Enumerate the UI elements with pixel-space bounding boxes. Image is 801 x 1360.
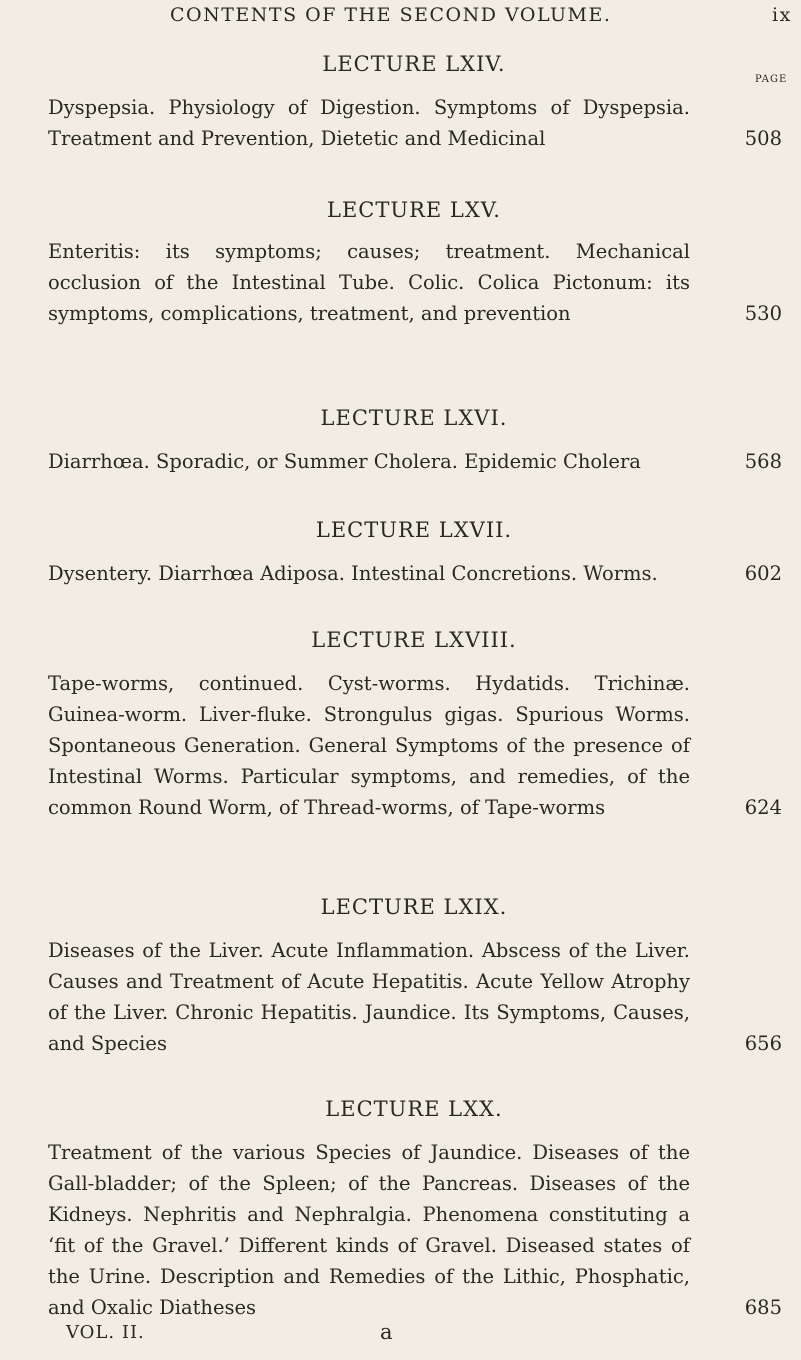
lecture-heading: LECTURE LXV. — [327, 198, 501, 222]
lecture-page-number: 508 — [744, 127, 782, 150]
lecture-page-number: 568 — [744, 450, 782, 473]
page-folio: ix — [772, 4, 792, 26]
lecture-summary: Tape-worms, continued. Cyst-worms. Hydatids. Trichinæ. Guinea-worm. Liver-fluke. Strongulus gigas. Spurious Worms. Spontaneous Generation. General Symptoms of the presence of Intestinal Worms. Particular symptoms, and remedies, of the common Round Worm, of Thread-worms, of Tape-worms — [48, 672, 690, 819]
lecture-heading: LECTURE LXIX. — [320, 895, 508, 919]
lecture-page-number: 530 — [744, 302, 782, 325]
lecture-heading: LECTURE LXX. — [325, 1097, 503, 1121]
lecture-entry-lxix — [48, 895, 782, 1059]
signature-mark: a — [380, 1320, 393, 1344]
lecture-summary: Diseases of the Liver. Acute Inflammation. Abscess of the Liver. Causes and Treatment of Acute Hepatitis. Acute Yellow Atrophy of the Liver. Chronic Hepatitis. Jaundice. Its Symptoms, Causes, and Species — [48, 939, 690, 1055]
lecture-entry-lxx — [48, 1097, 782, 1323]
lecture-entry-lxv — [48, 198, 782, 329]
lecture-summary: Enteritis: its symptoms; causes; treatment. Mechanical occlusion of the Intestinal Tube. Colic. Colica Pictonum: its symptoms, complications, treatment, and prevention — [48, 240, 690, 325]
lecture-heading: LECTURE LXVIII. — [311, 628, 517, 652]
lecture-page-number: 685 — [744, 1296, 782, 1319]
lecture-heading: LECTURE LXVII. — [315, 518, 513, 542]
lecture-entry-lxvii — [48, 518, 782, 589]
lecture-entry-lxviii — [48, 628, 782, 823]
lecture-heading: LECTURE LXIV. — [322, 52, 506, 76]
lecture-summary: Dysentery. Diarrhœa Adiposa. Intestinal Concretions. Worms. — [48, 562, 658, 585]
lecture-page-number: 624 — [744, 796, 782, 819]
lecture-summary: Treatment of the various Species of Jaundice. Diseases of the Gall-bladder; of the Spleen; of the Pancreas. Diseases of the Kidneys. Nephritis and Nephralgia. Phenomena constituting a ‘fit of the Gravel.’ Different kinds of Gravel. Diseased states of the Urine. Description and Remedies of the Lithic, Phosphatic, and Oxalic Diatheses — [48, 1141, 690, 1319]
lecture-summary: Dyspepsia. Physiology of Digestion. Symptoms of Dyspepsia. Treatment and Prevention, Dietetic and Medicinal — [48, 96, 690, 150]
lecture-heading: LECTURE LXVI. — [320, 406, 508, 430]
running-head-title: CONTENTS OF THE SECOND VOLUME. — [170, 4, 612, 26]
lecture-page-number: 656 — [744, 1032, 782, 1055]
lecture-summary: Diarrhœa. Sporadic, or Summer Cholera. Epidemic Cholera — [48, 450, 641, 473]
lecture-page-number: 602 — [744, 562, 782, 585]
page-column-label: PAGE — [755, 74, 788, 85]
lecture-entry-lxvi — [48, 406, 782, 477]
volume-label: VOL. II. — [66, 1322, 145, 1343]
